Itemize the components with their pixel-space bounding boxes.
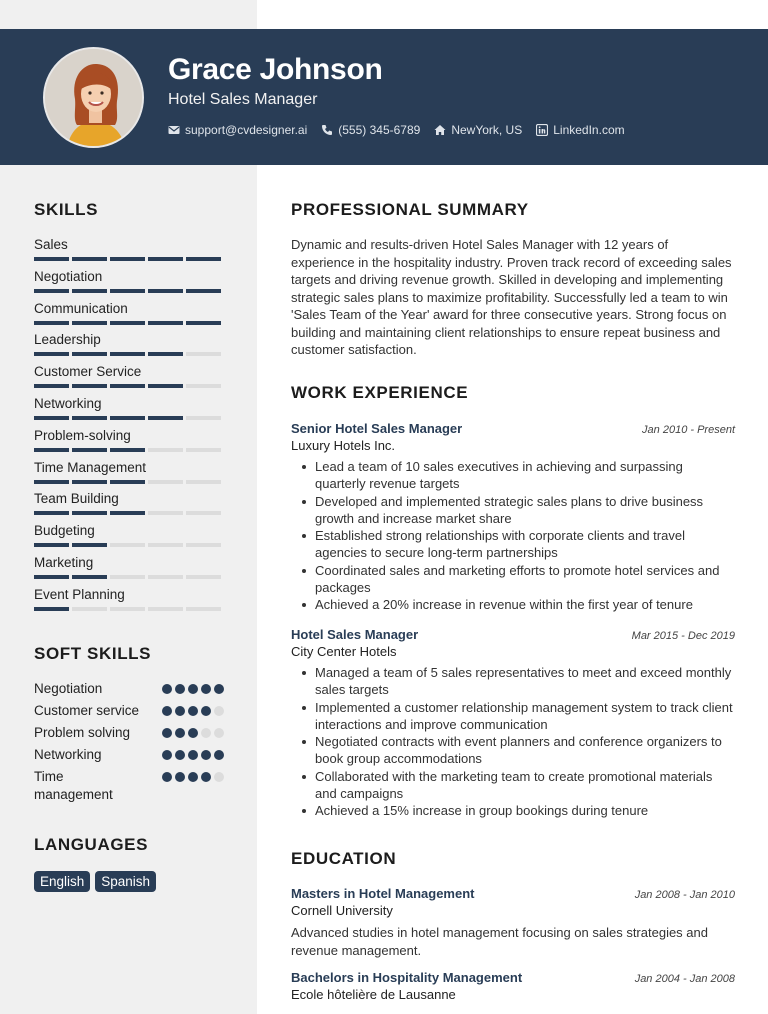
skill-level-segment (186, 607, 221, 611)
job-bullet: Achieved a 20% increase in revenue within the first year of tenure (291, 596, 735, 613)
skill-level-segment (148, 257, 183, 261)
contact-linkedin[interactable] (536, 123, 624, 137)
contact-phone-text: (555) 345-6789 (338, 123, 421, 137)
skill-level-segment (72, 416, 107, 420)
skill-level-bar (34, 607, 224, 611)
skill-level-bar (34, 416, 224, 420)
skill-name: Sales (34, 237, 68, 252)
skill-name: Networking (34, 395, 102, 411)
job-company: Luxury Hotels Inc. (291, 438, 396, 453)
resume-header (0, 29, 768, 165)
skill-level-segment (186, 543, 221, 547)
skill-level-segment (110, 448, 145, 452)
skill-level-segment (34, 607, 69, 611)
job-bullet: Established strong relationships with corporate clients and travel agencies to secure long-term partnerships (291, 527, 735, 562)
skill-level-segment (34, 321, 69, 325)
skill-item (34, 395, 224, 427)
skill-level-segment (34, 575, 69, 579)
education-description: Advanced studies in hotel management focusing on sales strategies and revenue management. (291, 925, 708, 958)
skill-level-segment (186, 257, 221, 261)
skill-level-segment (186, 416, 221, 420)
skill-item (34, 236, 224, 268)
soft-skill-name: Time management (34, 769, 113, 802)
skill-level-segment (186, 575, 221, 579)
skill-level-segment (186, 511, 221, 515)
skill-item (34, 554, 224, 586)
contact-location-text: NewYork, US (451, 123, 523, 137)
rating-dot (188, 706, 198, 716)
skill-level-segment (110, 384, 145, 388)
soft-skill-rating (162, 684, 224, 694)
rating-dot (188, 728, 198, 738)
soft-skills-title: SOFT SKILLS (34, 644, 152, 663)
soft-skill-item (34, 746, 224, 764)
soft-skill-rating (162, 728, 224, 738)
rating-dot (162, 772, 172, 782)
skill-level-bar (34, 480, 224, 484)
skill-item (34, 459, 224, 491)
skill-level-segment (34, 511, 69, 515)
education-date: Jan 2008 - Jan 2010 (634, 889, 735, 901)
languages-list (34, 871, 156, 892)
skill-level-segment (110, 289, 145, 293)
soft-skill-item (34, 702, 224, 720)
skill-name: Marketing (34, 554, 94, 570)
skill-item (34, 363, 224, 395)
job-date: Mar 2015 - Dec 2019 (631, 630, 735, 642)
skill-level-bar (34, 321, 224, 325)
rating-dot (201, 750, 211, 760)
skill-level-bar (34, 543, 224, 547)
skill-level-segment (72, 448, 107, 452)
skill-level-segment (110, 575, 145, 579)
skill-level-segment (34, 543, 69, 547)
soft-skill-item (34, 680, 224, 698)
rating-dot (214, 750, 224, 760)
language-tag: English (34, 871, 90, 892)
skill-level-bar (34, 511, 224, 515)
skill-level-segment (148, 448, 183, 452)
skill-level-segment (186, 384, 221, 388)
soft-skill-item (34, 768, 224, 804)
skill-level-bar (34, 257, 224, 261)
rating-dot (175, 772, 185, 782)
soft-skills-list (34, 680, 224, 808)
skill-level-segment (110, 416, 145, 420)
skill-level-segment (110, 257, 145, 261)
skill-level-segment (110, 321, 145, 325)
skill-level-segment (34, 289, 69, 293)
skill-level-segment (72, 543, 107, 547)
summary-title: PROFESSIONAL SUMMARY (291, 200, 529, 219)
skill-level-segment (34, 480, 69, 484)
skill-name: Event Planning (34, 586, 125, 602)
rating-dot (162, 728, 172, 738)
job-title: Hotel Sales Manager (291, 627, 419, 642)
skill-level-bar (34, 575, 224, 579)
skill-level-segment (72, 289, 107, 293)
skill-name: Team Building (34, 491, 119, 507)
languages-title: LANGUAGES (34, 835, 149, 854)
soft-skill-name: Customer service (34, 703, 140, 718)
job-entry (291, 421, 735, 614)
job-date: Jan 2010 - Present (642, 424, 735, 436)
skill-level-segment (186, 321, 221, 325)
avatar-illustration (45, 49, 144, 148)
skill-level-segment (72, 480, 107, 484)
soft-skill-name: Networking (34, 747, 102, 762)
skill-level-segment (72, 352, 107, 356)
soft-skill-name: Problem solving (34, 725, 131, 740)
skill-level-segment (34, 352, 69, 356)
skill-level-bar (34, 384, 224, 388)
job-bullet: Coordinated sales and marketing efforts to promote hotel services and packages (291, 562, 735, 597)
skill-level-segment (148, 511, 183, 515)
rating-dot (175, 728, 185, 738)
job-bullet: Developed and implemented strategic sales plans to drive business growth and increase market share (291, 493, 735, 528)
job-bullet: Collaborated with the marketing team to create promotional materials and campaigns (291, 768, 735, 803)
job-company: City Center Hotels (291, 644, 397, 659)
skill-level-bar (34, 448, 224, 452)
job-title: Senior Hotel Sales Manager (291, 421, 463, 436)
education-degree: Bachelors in Hospitality Management (291, 970, 523, 985)
soft-skill-item (34, 724, 224, 742)
contact-email-text: support@cvdesigner.ai (185, 123, 308, 137)
language-tag: Spanish (95, 871, 156, 892)
skill-name: Problem-solving (34, 427, 131, 443)
skills-title: SKILLS (34, 200, 99, 219)
candidate-role: Hotel Sales Manager (168, 91, 318, 108)
rating-dot (214, 706, 224, 716)
skill-level-segment (72, 384, 107, 388)
home-icon (434, 124, 446, 136)
education-date: Jan 2004 - Jan 2008 (634, 973, 735, 985)
job-bullets (291, 664, 735, 820)
skill-level-segment (148, 543, 183, 547)
skill-name: Communication (34, 300, 128, 316)
education-degree: Masters in Hotel Management (291, 886, 475, 901)
candidate-name: Grace Johnson (168, 53, 383, 86)
skill-level-segment (186, 352, 221, 356)
rating-dot (162, 684, 172, 694)
skill-level-segment (148, 321, 183, 325)
skill-level-segment (148, 352, 183, 356)
profile-photo (43, 47, 144, 148)
skill-level-segment (110, 352, 145, 356)
contact-linkedin-text: LinkedIn.com (553, 123, 625, 137)
skill-name: Negotiation (34, 268, 103, 284)
skill-level-bar (34, 289, 224, 293)
skill-item (34, 268, 224, 300)
job-bullet: Negotiated contracts with event planners and conference organizers to book group accommodations (291, 733, 735, 768)
skill-item (34, 331, 224, 363)
envelope-icon (168, 124, 180, 136)
linkedin-icon (536, 124, 548, 136)
job-entry (291, 627, 735, 820)
skill-level-segment (34, 416, 69, 420)
skill-level-segment (72, 607, 107, 611)
experience-title: WORK EXPERIENCE (291, 383, 469, 402)
skill-level-segment (110, 607, 145, 611)
skill-name: Time Management (34, 459, 147, 475)
skill-level-segment (110, 480, 145, 484)
skill-level-segment (148, 480, 183, 484)
skill-level-segment (186, 480, 221, 484)
rating-dot (201, 684, 211, 694)
rating-dot (201, 728, 211, 738)
rating-dot (162, 706, 172, 716)
skill-item (34, 427, 224, 459)
phone-icon (321, 124, 333, 136)
job-bullet: Lead a team of 10 sales executives in achieving and surpassing quarterly revenue targets (291, 458, 735, 493)
contact-email[interactable] (168, 123, 307, 137)
skill-name: Budgeting (34, 523, 95, 539)
rating-dot (175, 750, 185, 760)
skill-name: Leadership (34, 332, 101, 348)
rating-dot (175, 684, 185, 694)
skill-level-segment (34, 448, 69, 452)
skill-level-segment (186, 289, 221, 293)
rating-dot (214, 684, 224, 694)
rating-dot (201, 706, 211, 716)
job-bullet: Achieved a 15% increase in group bookings during tenure (291, 802, 735, 819)
skill-level-segment (148, 289, 183, 293)
education-entry (291, 886, 735, 959)
skill-level-segment (148, 384, 183, 388)
education-title: EDUCATION (291, 849, 397, 868)
skill-item (34, 300, 224, 332)
soft-skill-rating (162, 772, 224, 782)
soft-skill-rating (162, 750, 224, 760)
skill-level-segment (34, 384, 69, 388)
rating-dot (188, 684, 198, 694)
rating-dot (162, 750, 172, 760)
skill-item (34, 522, 224, 554)
skill-level-segment (110, 543, 145, 547)
skill-level-segment (34, 257, 69, 261)
soft-skill-name: Negotiation (34, 681, 103, 696)
rating-dot (214, 728, 224, 738)
summary-text: Dynamic and results-driven Hotel Sales Manager with 12 years of experience in the hospitality industry. Proven track record of exceeding sales targets and driving revenue growth. Skilled in developing and implementing strategic sales plans to maximize profitability. Successfully led a team to win 'Sales Team of the Year' award for three consecutive years. Strong focus on building and maintaining client relationships to ensure repeat business and customer satisfaction. (291, 237, 732, 357)
rating-dot (201, 772, 211, 782)
skill-level-segment (148, 607, 183, 611)
contact-location (434, 123, 522, 137)
skill-level-segment (72, 575, 107, 579)
skill-level-segment (72, 257, 107, 261)
job-bullets (291, 458, 735, 614)
skill-item (34, 586, 224, 618)
job-bullet: Managed a team of 5 sales representatives to meet and exceed monthly sales targets (291, 664, 735, 699)
skill-level-segment (148, 416, 183, 420)
education-entry (291, 970, 735, 1002)
rating-dot (188, 750, 198, 760)
rating-dot (188, 772, 198, 782)
skill-level-segment (72, 321, 107, 325)
skill-name: Customer Service (34, 364, 142, 380)
skill-level-segment (186, 448, 221, 452)
contact-phone[interactable] (321, 123, 420, 137)
rating-dot (175, 706, 185, 716)
soft-skill-rating (162, 706, 224, 716)
skill-level-bar (34, 352, 224, 356)
contact-list (168, 123, 625, 137)
rating-dot (214, 772, 224, 782)
education-school: Cornell University (291, 903, 393, 918)
skills-list (34, 236, 224, 618)
skill-level-segment (148, 575, 183, 579)
skill-level-segment (72, 511, 107, 515)
skill-item (34, 490, 224, 522)
job-bullet: Implemented a customer relationship management system to track client interactions and improve communication (291, 699, 735, 734)
education-school: Ecole hôtelière de Lausanne (291, 987, 456, 1002)
skill-level-segment (110, 511, 145, 515)
